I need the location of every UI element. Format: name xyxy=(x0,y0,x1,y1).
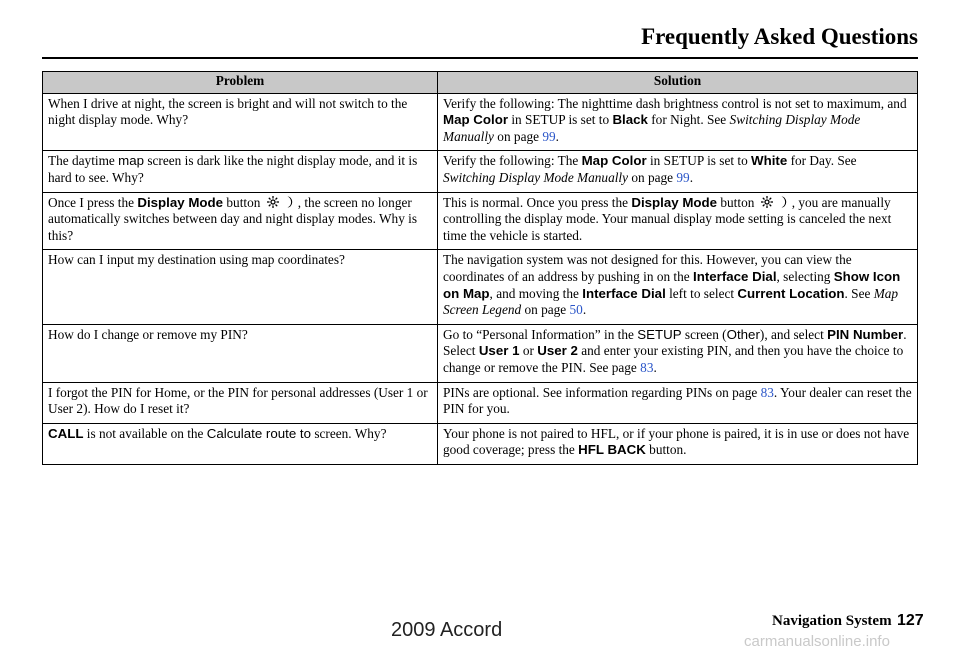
page-link[interactable]: 83 xyxy=(640,359,654,375)
page-title: Frequently Asked Questions xyxy=(641,24,918,49)
table-row xyxy=(43,151,918,192)
problem-cell: How do I change or remove my PIN? xyxy=(43,324,438,382)
column-header-problem: Problem xyxy=(43,72,438,94)
problem-cell: The daytime map screen is dark like the night display mode, and it is hard to see. Why? xyxy=(43,151,438,192)
problem-cell: CALL is not available on the Calculate route to screen. Why? xyxy=(43,423,438,464)
problem-cell: I forgot the PIN for Home, or the PIN for personal addresses (User 1 or User 2). How do I reset it? xyxy=(43,382,438,423)
page-link[interactable]: 83 xyxy=(760,384,774,400)
watermark-site: carmanualsonline.info xyxy=(744,633,890,650)
column-header-solution: Solution xyxy=(438,72,918,94)
display-mode-sun-moon-icon xyxy=(264,196,298,208)
solution-cell: This is normal. Once you press the Display Mode button , you are manually controlling the display mode. Your manual display mode setting is canceled the next time the vehicle is started. xyxy=(438,192,918,250)
watermark-model: 2009 Accord xyxy=(391,619,503,641)
problem-cell: How can I input my destination using map coordinates? xyxy=(43,250,438,324)
solution-cell: Verify the following: The Map Color in SETUP is set to White for Day. See Switching Display Mode Manually on page 99. xyxy=(438,151,918,192)
table-row xyxy=(43,250,918,324)
page-link[interactable]: 50 xyxy=(569,302,583,318)
page-link[interactable]: 99 xyxy=(676,169,690,185)
table-row xyxy=(43,382,918,423)
problem-cell: When I drive at night, the screen is bright and will not switch to the night display mode. Why? xyxy=(43,93,438,151)
solution-cell: Go to “Personal Information” in the SETUP screen (Other), and select PIN Number. Select User 1 or User 2 and enter your existing PIN, and then you have the choice to change or remove the PIN. See page 83. xyxy=(438,324,918,382)
page-number: 127 xyxy=(897,612,924,629)
faq-table xyxy=(42,71,918,465)
title-divider xyxy=(42,57,918,59)
table-row xyxy=(43,192,918,250)
solution-cell: Your phone is not paired to HFL, or if your phone is paired, it is in use or does not have good coverage; press the HFL BACK button. xyxy=(438,423,918,464)
page-link[interactable]: 99 xyxy=(542,128,556,144)
display-mode-sun-moon-icon xyxy=(758,196,792,208)
table-row xyxy=(43,423,918,464)
table-row xyxy=(43,93,918,151)
solution-cell: PINs are optional. See information regarding PINs on page 83. Your dealer can reset the PIN for you. xyxy=(438,382,918,423)
footer-section-title: Navigation System xyxy=(772,613,892,629)
table-row xyxy=(43,324,918,382)
table-header-row xyxy=(43,72,918,94)
solution-cell: Verify the following: The nighttime dash brightness control is not set to maximum, and Map Color in SETUP is set to Black for Night. See Switching Display Mode Manually on page 99. xyxy=(438,93,918,151)
problem-cell: Once I press the Display Mode button , the screen no longer automatically switches between day and night display modes. Why is this? xyxy=(43,192,438,250)
solution-cell: The navigation system was not designed for this. However, you can view the coordinates of an address by pushing in on the Interface Dial, selecting Show Icon on Map, and moving the Interface Dial left to select Current Location. See Map Screen Legend on page 50. xyxy=(438,250,918,324)
